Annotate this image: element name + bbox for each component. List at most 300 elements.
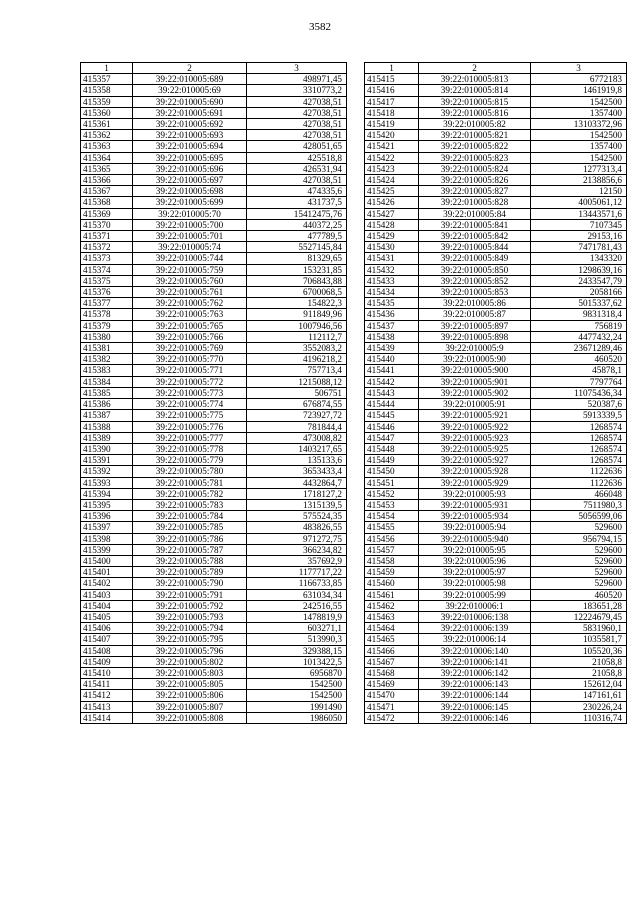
- table-row: [365, 645, 627, 656]
- table-row: [81, 163, 347, 174]
- table-row: [365, 499, 627, 510]
- cadastral-number-cell: 39:22:010005:696: [133, 163, 247, 174]
- value-cell: 23671289,46: [531, 343, 627, 354]
- cadastral-number-cell: 39:22:010005:695: [133, 152, 247, 163]
- row-number-cell: 415380: [81, 331, 133, 342]
- value-cell: 506751: [247, 387, 347, 398]
- row-number-cell: 415472: [365, 712, 419, 723]
- table-row: [365, 667, 627, 678]
- cadastral-number-cell: 39:22:010005:788: [133, 555, 247, 566]
- value-cell: 427038,51: [247, 119, 347, 130]
- table-row: [365, 555, 627, 566]
- cadastral-number-cell: 39:22:010005:900: [419, 365, 531, 376]
- value-cell: 723927,72: [247, 410, 347, 421]
- cadastral-number-cell: 39:22:010005:901: [419, 376, 531, 387]
- cadastral-number-cell: 39:22:010005:785: [133, 522, 247, 533]
- table-row: [365, 264, 627, 275]
- cadastral-number-cell: 39:22:010005:792: [133, 600, 247, 611]
- value-cell: 152612,04: [531, 679, 627, 690]
- row-number-cell: 415468: [365, 667, 419, 678]
- table-row: [365, 488, 627, 499]
- value-cell: 6700068,5: [247, 287, 347, 298]
- row-number-cell: 415423: [365, 163, 419, 174]
- row-number-cell: 415365: [81, 163, 133, 174]
- row-number-cell: 415394: [81, 488, 133, 499]
- cadastral-number-cell: 39:22:010005:84: [419, 208, 531, 219]
- row-number-cell: 415371: [81, 231, 133, 242]
- table-row: [365, 623, 627, 634]
- value-cell: 1166733,85: [247, 578, 347, 589]
- table-row: [81, 432, 347, 443]
- column-header-2: 2: [419, 63, 531, 74]
- table-row: [81, 399, 347, 410]
- cadastral-number-cell: 39:22:010005:691: [133, 107, 247, 118]
- value-cell: 4432864,7: [247, 477, 347, 488]
- cadastral-number-cell: 39:22:010005:802: [133, 656, 247, 667]
- cadastral-number-cell: 39:22:010005:766: [133, 331, 247, 342]
- cadastral-number-cell: 39:22:010005:781: [133, 477, 247, 488]
- cadastral-number-cell: 39:22:010005:770: [133, 354, 247, 365]
- value-cell: 427038,51: [247, 175, 347, 186]
- table-row: [81, 242, 347, 253]
- table-row: [365, 365, 627, 376]
- table-row: [81, 175, 347, 186]
- row-number-cell: 415448: [365, 443, 419, 454]
- table-row: [365, 242, 627, 253]
- table-row: [365, 410, 627, 421]
- table-row: [365, 690, 627, 701]
- row-number-cell: 415373: [81, 253, 133, 264]
- table-row: [365, 567, 627, 578]
- value-cell: 529600: [531, 567, 627, 578]
- table-row: [81, 107, 347, 118]
- row-number-cell: 415374: [81, 264, 133, 275]
- table-row: [365, 656, 627, 667]
- row-number-cell: 415420: [365, 130, 419, 141]
- table-row: [365, 544, 627, 555]
- row-number-cell: 415400: [81, 555, 133, 566]
- table-row: [81, 522, 347, 533]
- row-number-cell: 415449: [365, 455, 419, 466]
- row-number-cell: 415402: [81, 578, 133, 589]
- row-number-cell: 415441: [365, 365, 419, 376]
- table-row: [81, 85, 347, 96]
- table-row: [81, 488, 347, 499]
- row-number-cell: 415412: [81, 690, 133, 701]
- cadastral-number-cell: 39:22:010005:803: [133, 667, 247, 678]
- row-number-cell: 415406: [81, 623, 133, 634]
- value-cell: 427038,51: [247, 130, 347, 141]
- value-cell: 498971,45: [247, 74, 347, 85]
- table-row: [81, 320, 347, 331]
- value-cell: 242516,55: [247, 600, 347, 611]
- table-row: [81, 130, 347, 141]
- row-number-cell: 415376: [81, 287, 133, 298]
- value-cell: 706843,88: [247, 275, 347, 286]
- row-number-cell: 415366: [81, 175, 133, 186]
- cadastral-number-cell: 39:22:010006:138: [419, 611, 531, 622]
- value-cell: 21058,8: [531, 656, 627, 667]
- cadastral-number-cell: 39:22:010005:700: [133, 219, 247, 230]
- table-row: [365, 343, 627, 354]
- table-row: [81, 219, 347, 230]
- value-cell: 1343320: [531, 253, 627, 264]
- row-number-cell: 415424: [365, 175, 419, 186]
- table-row: [365, 141, 627, 152]
- value-cell: 1542500: [247, 690, 347, 701]
- cadastral-number-cell: 39:22:010005:808: [133, 712, 247, 723]
- table-row: [81, 611, 347, 622]
- row-number-cell: 415465: [365, 634, 419, 645]
- table-row: [365, 387, 627, 398]
- value-cell: 183651,28: [531, 600, 627, 611]
- column-header-3: 3: [247, 63, 347, 74]
- table-row: [81, 298, 347, 309]
- cadastral-number-cell: 39:22:010005:779: [133, 455, 247, 466]
- cadastral-number-cell: 39:22:010005:787: [133, 544, 247, 555]
- value-cell: 1298639,16: [531, 264, 627, 275]
- value-cell: 45878,1: [531, 365, 627, 376]
- cadastral-number-cell: 39:22:010005:931: [419, 499, 531, 510]
- row-number-cell: 415426: [365, 197, 419, 208]
- cadastral-number-cell: 39:22:010005:86: [419, 298, 531, 309]
- table-row: [365, 219, 627, 230]
- cadastral-number-cell: 39:22:010005:898: [419, 331, 531, 342]
- value-cell: 15412475,76: [247, 208, 347, 219]
- table-row: [365, 208, 627, 219]
- table-row: [81, 287, 347, 298]
- value-cell: 110316,74: [531, 712, 627, 723]
- value-cell: 1122636: [531, 477, 627, 488]
- cadastral-number-cell: 39:22:010005:780: [133, 466, 247, 477]
- value-cell: 781844,4: [247, 421, 347, 432]
- row-number-cell: 415427: [365, 208, 419, 219]
- row-number-cell: 415439: [365, 343, 419, 354]
- cadastral-number-cell: 39:22:010005:922: [419, 421, 531, 432]
- row-number-cell: 415383: [81, 365, 133, 376]
- value-cell: 575524,35: [247, 511, 347, 522]
- cadastral-number-cell: 39:22:010005:96: [419, 555, 531, 566]
- cadastral-number-cell: 39:22:010005:701: [133, 231, 247, 242]
- table-row: [365, 354, 627, 365]
- cadastral-number-cell: 39:22:010005:690: [133, 96, 247, 107]
- table-row: [365, 611, 627, 622]
- value-cell: 3653433,4: [247, 466, 347, 477]
- table-row: [81, 544, 347, 555]
- value-cell: 466048: [531, 488, 627, 499]
- row-number-cell: 415405: [81, 611, 133, 622]
- table-row: [81, 343, 347, 354]
- table-row: [365, 85, 627, 96]
- table-row: [81, 578, 347, 589]
- cadastral-number-cell: 39:22:010005:791: [133, 589, 247, 600]
- row-number-cell: 415432: [365, 264, 419, 275]
- row-number-cell: 415429: [365, 231, 419, 242]
- value-cell: 631034,34: [247, 589, 347, 600]
- cadastral-number-cell: 39:22:010005:934: [419, 511, 531, 522]
- cadastral-number-cell: 39:22:010005:87: [419, 309, 531, 320]
- cadastral-number-cell: 39:22:010005:923: [419, 432, 531, 443]
- row-number-cell: 415382: [81, 354, 133, 365]
- row-number-cell: 415364: [81, 152, 133, 163]
- row-number-cell: 415387: [81, 410, 133, 421]
- table-row: [365, 96, 627, 107]
- value-cell: 105520,36: [531, 645, 627, 656]
- cadastral-number-cell: 39:22:010006:146: [419, 712, 531, 723]
- value-cell: 529600: [531, 578, 627, 589]
- table-row: [81, 701, 347, 712]
- table-row: [81, 477, 347, 488]
- row-number-cell: 415361: [81, 119, 133, 130]
- value-cell: 4196218,2: [247, 354, 347, 365]
- cadastral-number-cell: 39:22:010005:778: [133, 443, 247, 454]
- value-cell: 147161,61: [531, 690, 627, 701]
- row-number-cell: 415360: [81, 107, 133, 118]
- table-row: [81, 275, 347, 286]
- table-row: [365, 231, 627, 242]
- table-row: [81, 656, 347, 667]
- row-number-cell: 415416: [365, 85, 419, 96]
- cadastral-number-cell: 39:22:010005:761: [133, 287, 247, 298]
- row-number-cell: 415368: [81, 197, 133, 208]
- cadastral-number-cell: 39:22:010005:805: [133, 679, 247, 690]
- table-header-row: [365, 63, 627, 74]
- row-number-cell: 415411: [81, 679, 133, 690]
- table-row: [81, 443, 347, 454]
- value-cell: 2058166: [531, 287, 627, 298]
- row-number-cell: 415469: [365, 679, 419, 690]
- row-number-cell: 415378: [81, 309, 133, 320]
- value-cell: 1268574: [531, 443, 627, 454]
- value-cell: 1215088,12: [247, 376, 347, 387]
- table-row: [81, 410, 347, 421]
- row-number-cell: 415452: [365, 488, 419, 499]
- value-cell: 1542500: [531, 96, 627, 107]
- row-number-cell: 415408: [81, 645, 133, 656]
- column-header-1: 1: [81, 63, 133, 74]
- cadastral-number-cell: 39:22:010006:14: [419, 634, 531, 645]
- value-cell: 1122636: [531, 466, 627, 477]
- value-cell: 366234,82: [247, 544, 347, 555]
- table-row: [365, 186, 627, 197]
- value-cell: 483826,55: [247, 522, 347, 533]
- cadastral-number-cell: 39:22:010005:852: [419, 275, 531, 286]
- row-number-cell: 415363: [81, 141, 133, 152]
- table-row: [365, 589, 627, 600]
- value-cell: 1315139,5: [247, 499, 347, 510]
- value-cell: 357692,9: [247, 555, 347, 566]
- value-cell: 3310773,2: [247, 85, 347, 96]
- table-row: [365, 466, 627, 477]
- cadastral-number-cell: 39:22:010006:145: [419, 701, 531, 712]
- table-row: [81, 186, 347, 197]
- cadastral-number-cell: 39:22:010005:689: [133, 74, 247, 85]
- cadastral-number-cell: 39:22:010005:783: [133, 499, 247, 510]
- cadastral-number-cell: 39:22:010005:98: [419, 578, 531, 589]
- row-number-cell: 415421: [365, 141, 419, 152]
- cadastral-number-cell: 39:22:010005:99: [419, 589, 531, 600]
- value-cell: 13103372,96: [531, 119, 627, 130]
- cadastral-number-cell: 39:22:010005:842: [419, 231, 531, 242]
- cadastral-number-cell: 39:22:010005:784: [133, 511, 247, 522]
- table-row: [81, 141, 347, 152]
- table-row: [365, 443, 627, 454]
- value-cell: 7511980,3: [531, 499, 627, 510]
- value-cell: 529600: [531, 522, 627, 533]
- row-number-cell: 415399: [81, 544, 133, 555]
- table-row: [81, 119, 347, 130]
- table-row: [365, 432, 627, 443]
- value-cell: 135133,6: [247, 455, 347, 466]
- value-cell: 1478819,9: [247, 611, 347, 622]
- row-number-cell: 415415: [365, 74, 419, 85]
- cadastral-number-cell: 39:22:010005:94: [419, 522, 531, 533]
- table-row: [81, 712, 347, 723]
- cadastral-number-cell: 39:22:010005:97: [419, 567, 531, 578]
- table-row: [365, 455, 627, 466]
- table-row: [81, 623, 347, 634]
- table-row: [365, 175, 627, 186]
- cadastral-number-cell: 39:22:010005:744: [133, 253, 247, 264]
- row-number-cell: 415467: [365, 656, 419, 667]
- row-number-cell: 415451: [365, 477, 419, 488]
- row-number-cell: 415410: [81, 667, 133, 678]
- row-number-cell: 415435: [365, 298, 419, 309]
- cadastral-number-cell: 39:22:010005:844: [419, 242, 531, 253]
- cadastral-number-cell: 39:22:010005:759: [133, 264, 247, 275]
- value-cell: 603271,1: [247, 623, 347, 634]
- row-number-cell: 415456: [365, 533, 419, 544]
- table-row: [81, 74, 347, 85]
- table-row: [81, 309, 347, 320]
- value-cell: 9831318,4: [531, 309, 627, 320]
- column-header-1: 1: [365, 63, 419, 74]
- cadastral-number-cell: 39:22:010005:853: [419, 287, 531, 298]
- value-cell: 1991490: [247, 701, 347, 712]
- table-row: [81, 354, 347, 365]
- cadastral-number-cell: 39:22:010005:9: [419, 343, 531, 354]
- cadastral-number-cell: 39:22:010005:763: [133, 309, 247, 320]
- value-cell: 11075436,34: [531, 387, 627, 398]
- table-row: [365, 679, 627, 690]
- row-number-cell: 415446: [365, 421, 419, 432]
- row-number-cell: 415358: [81, 85, 133, 96]
- cadastral-number-cell: 39:22:010006:144: [419, 690, 531, 701]
- value-cell: 1718127,2: [247, 488, 347, 499]
- value-cell: 3552083,2: [247, 343, 347, 354]
- table-row: [81, 567, 347, 578]
- row-number-cell: 415438: [365, 331, 419, 342]
- value-cell: 513990,3: [247, 634, 347, 645]
- table-header-row: [81, 63, 347, 74]
- row-number-cell: 415430: [365, 242, 419, 253]
- cadastral-number-cell: 39:22:010006:141: [419, 656, 531, 667]
- value-cell: 5056599,06: [531, 511, 627, 522]
- cadastral-number-cell: 39:22:010005:928: [419, 466, 531, 477]
- cadastral-number-cell: 39:22:010005:813: [419, 74, 531, 85]
- row-number-cell: 415444: [365, 399, 419, 410]
- row-number-cell: 415459: [365, 567, 419, 578]
- table-row: [81, 152, 347, 163]
- value-cell: 5913339,5: [531, 410, 627, 421]
- cadastral-number-cell: 39:22:010005:927: [419, 455, 531, 466]
- row-number-cell: 415390: [81, 443, 133, 454]
- value-cell: 112112,7: [247, 331, 347, 342]
- value-cell: 1268574: [531, 421, 627, 432]
- cadastral-number-cell: 39:22:010005:93: [419, 488, 531, 499]
- value-cell: 1542500: [531, 152, 627, 163]
- cadastral-number-cell: 39:22:010005:794: [133, 623, 247, 634]
- row-number-cell: 415434: [365, 287, 419, 298]
- table-row: [365, 376, 627, 387]
- table-row: [365, 701, 627, 712]
- table-row: [365, 578, 627, 589]
- table-row: [81, 421, 347, 432]
- table-row: [81, 634, 347, 645]
- table-row: [365, 107, 627, 118]
- cadastral-number-cell: 39:22:010005:90: [419, 354, 531, 365]
- table-row: [81, 667, 347, 678]
- value-cell: 1277313,4: [531, 163, 627, 174]
- value-cell: 7471781,43: [531, 242, 627, 253]
- cadastral-number-cell: 39:22:010005:694: [133, 141, 247, 152]
- value-cell: 971272,75: [247, 533, 347, 544]
- cadastral-number-cell: 39:22:010005:70: [133, 208, 247, 219]
- value-cell: 529600: [531, 544, 627, 555]
- value-cell: 426531,94: [247, 163, 347, 174]
- row-number-cell: 415463: [365, 611, 419, 622]
- cadastral-number-cell: 39:22:010005:765: [133, 320, 247, 331]
- row-number-cell: 415359: [81, 96, 133, 107]
- row-number-cell: 415464: [365, 623, 419, 634]
- cadastral-number-cell: 39:22:010005:828: [419, 197, 531, 208]
- value-cell: 425518,8: [247, 152, 347, 163]
- cadastral-number-cell: 39:22:010005:692: [133, 119, 247, 130]
- table-body-left: [81, 63, 347, 724]
- row-number-cell: 415453: [365, 499, 419, 510]
- cadastral-number-cell: 39:22:010005:807: [133, 701, 247, 712]
- value-cell: 1542500: [247, 679, 347, 690]
- cadastral-number-cell: 39:22:010005:762: [133, 298, 247, 309]
- row-number-cell: 415433: [365, 275, 419, 286]
- table-row: [81, 511, 347, 522]
- value-cell: 756819: [531, 320, 627, 331]
- cadastral-number-cell: 39:22:010006:142: [419, 667, 531, 678]
- cadastral-number-cell: 39:22:010005:796: [133, 645, 247, 656]
- table-row: [365, 421, 627, 432]
- value-cell: 4005061,12: [531, 197, 627, 208]
- row-number-cell: 415397: [81, 522, 133, 533]
- value-cell: 529600: [531, 555, 627, 566]
- cadastral-number-cell: 39:22:010005:821: [419, 130, 531, 141]
- table-row: [81, 533, 347, 544]
- cadastral-number-cell: 39:22:010005:760: [133, 275, 247, 286]
- value-cell: 1403217,65: [247, 443, 347, 454]
- cadastral-number-cell: 39:22:010005:782: [133, 488, 247, 499]
- row-number-cell: 415419: [365, 119, 419, 130]
- cadastral-number-cell: 39:22:010005:806: [133, 690, 247, 701]
- value-cell: 5831960,1: [531, 623, 627, 634]
- row-number-cell: 415367: [81, 186, 133, 197]
- row-number-cell: 415462: [365, 600, 419, 611]
- registry-table-right: [364, 62, 627, 724]
- table-row: [365, 197, 627, 208]
- value-cell: 6956870: [247, 667, 347, 678]
- cadastral-number-cell: 39:22:010005:902: [419, 387, 531, 398]
- value-cell: 6772183: [531, 74, 627, 85]
- row-number-cell: 415422: [365, 152, 419, 163]
- table-row: [365, 119, 627, 130]
